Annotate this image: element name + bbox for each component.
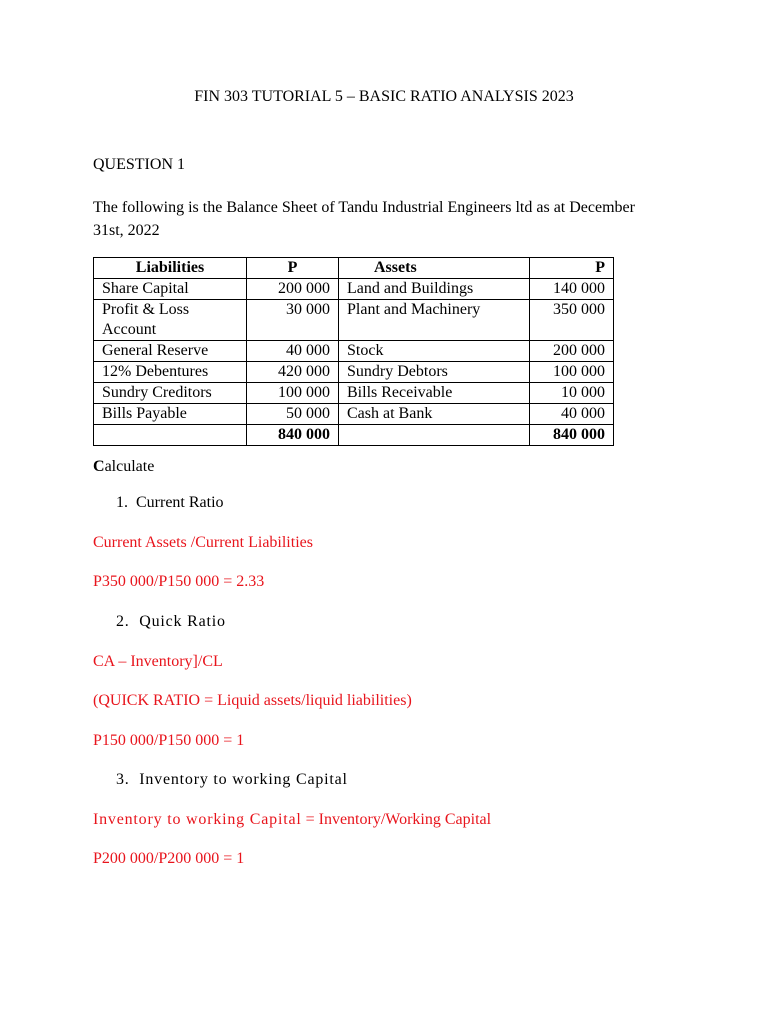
- cell: Profit & Loss Account: [94, 300, 247, 341]
- question-label: QUESTION 1: [93, 156, 185, 173]
- cell: 12% Debentures: [94, 362, 247, 383]
- list-item-number: 2.: [116, 613, 130, 630]
- answer-3-formula-lhs: Inventory to working Capital: [93, 811, 302, 828]
- header-liabilities: Liabilities: [94, 258, 247, 279]
- total-liabilities: 840 000: [247, 425, 339, 446]
- cell: General Reserve: [94, 341, 247, 362]
- page-title: FIN 303 TUTORIAL 5 – BASIC RATIO ANALYSIS 2023: [194, 88, 574, 105]
- calculate-initial: C: [93, 458, 105, 475]
- cell: Sundry Creditors: [94, 383, 247, 404]
- cell: Cash at Bank: [339, 404, 530, 425]
- answer-1-formula: Current Assets /Current Liabilities: [93, 534, 313, 551]
- table-row: [94, 300, 614, 341]
- cell: 350 000: [530, 300, 614, 341]
- cell: 140 000: [530, 279, 614, 300]
- list-item-label: Current Ratio: [136, 494, 224, 511]
- answer-3-value: P200 000/P200 000 = 1: [93, 850, 245, 867]
- header-p-liabilities: P: [247, 258, 339, 279]
- answer-1-value: P350 000/P150 000 = 2.33: [93, 573, 265, 590]
- cell: Bills Payable: [94, 404, 247, 425]
- cell: 40 000: [247, 341, 339, 362]
- cell: 420 000: [247, 362, 339, 383]
- intro-paragraph: The following is the Balance Sheet of Tandu Industrial Engineers ltd as at December 31st, 2022: [93, 199, 635, 239]
- table-row: [94, 404, 614, 425]
- cell: Bills Receivable: [339, 383, 530, 404]
- list-item: [116, 494, 224, 512]
- cell: Land and Buildings: [339, 279, 530, 300]
- answer-2-formula: CA – Inventory]/CL: [93, 653, 223, 670]
- cell: Plant and Machinery: [339, 300, 530, 341]
- cell: 200 000: [530, 341, 614, 362]
- cell: 200 000: [247, 279, 339, 300]
- table-row: [94, 362, 614, 383]
- answer-2-value: P150 000/P150 000 = 1: [93, 732, 245, 749]
- table-total-row: [94, 425, 614, 446]
- answer-3-formula: [93, 811, 491, 829]
- table-header-row: [94, 258, 614, 279]
- header-assets: Assets: [339, 258, 530, 279]
- answer-3-formula-rhs: = Inventory/Working Capital: [301, 811, 492, 828]
- answer-2-note: (QUICK RATIO = Liquid assets/liquid liabilities): [93, 692, 412, 709]
- cell: 30 000: [247, 300, 339, 341]
- list-item-label: Quick Ratio: [139, 613, 226, 630]
- cell: [94, 425, 247, 446]
- cell: [339, 425, 530, 446]
- calculate-heading: [93, 458, 154, 476]
- calculate-rest: alculate: [104, 458, 155, 475]
- cell: Share Capital: [94, 279, 247, 300]
- cell: Sundry Debtors: [339, 362, 530, 383]
- table-row: [94, 383, 614, 404]
- header-p-assets: P: [530, 258, 614, 279]
- list-item-label: Inventory to working Capital: [139, 771, 348, 788]
- list-item-number: 3.: [116, 771, 130, 788]
- list-item: [116, 771, 348, 789]
- list-item-number: 1.: [116, 494, 128, 511]
- cell: 40 000: [530, 404, 614, 425]
- list-item: [116, 613, 226, 631]
- cell: 100 000: [247, 383, 339, 404]
- cell: 50 000: [247, 404, 339, 425]
- total-assets: 840 000: [530, 425, 614, 446]
- table-row: [94, 341, 614, 362]
- cell: 100 000: [530, 362, 614, 383]
- table-row: [94, 279, 614, 300]
- cell: Stock: [339, 341, 530, 362]
- balance-sheet-table: [93, 257, 614, 446]
- cell: 10 000: [530, 383, 614, 404]
